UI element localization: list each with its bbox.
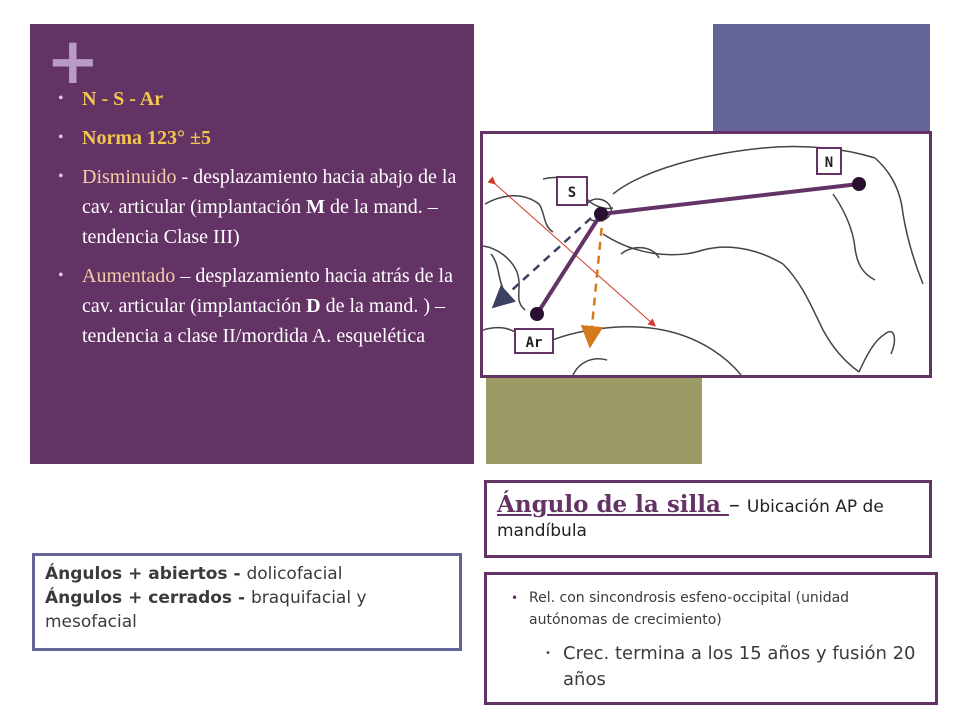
point-ar bbox=[530, 307, 544, 321]
slide-title: Ángulo de la silla bbox=[497, 491, 729, 518]
title-box bbox=[484, 480, 932, 558]
decreased-bold: M bbox=[306, 196, 326, 218]
closed-angles-text: braquifacial y mesofacial bbox=[45, 588, 367, 632]
open-angles-label: Ángulos + abiertos - bbox=[45, 564, 247, 584]
point-n bbox=[852, 177, 866, 191]
slide-subtitle: Ubicación AP de mandíbula bbox=[497, 497, 884, 541]
increased-text-2: de la mand. ) – tendencia a clase II/mordida A. esquelética bbox=[82, 295, 446, 347]
cephalometric-tracing bbox=[483, 134, 929, 375]
increased-label: Aumentado bbox=[82, 265, 176, 287]
decreased-text: - desplazamiento hacia abajo de la cav. articular (implantación bbox=[82, 166, 457, 218]
decreased-label: Disminuido bbox=[82, 166, 177, 188]
cephalometric-diagram bbox=[480, 131, 932, 378]
label-s: S bbox=[567, 185, 577, 201]
nsar-points: N - S - Ar bbox=[82, 88, 164, 110]
closed-angles-label: Ángulos + cerrados - bbox=[45, 588, 251, 608]
decreased-text-2: de la mand. – tendencia Clase III) bbox=[82, 196, 438, 248]
note-subitem: • Crec. termina a los 15 años y fusión 20 años bbox=[487, 641, 927, 693]
decorative-blue-block bbox=[713, 24, 930, 136]
list-item bbox=[30, 123, 460, 153]
increased-bold: D bbox=[306, 295, 321, 317]
title-dash: – bbox=[728, 493, 747, 518]
list-item bbox=[30, 162, 460, 252]
orange-displacement-arrow bbox=[591, 214, 603, 336]
angles-line-closed bbox=[45, 586, 449, 634]
note-item: • Rel. con sincondrosis esfeno-occipital (unidad autónomas de crecimiento) bbox=[487, 587, 927, 631]
increased-text: – desplazamiento hacia atrás de la cav. articular (implantación bbox=[82, 265, 453, 317]
navy-displacement-arrow bbox=[501, 218, 591, 300]
main-bullet-list bbox=[30, 84, 460, 360]
list-item bbox=[30, 84, 460, 114]
notes-box bbox=[484, 572, 938, 705]
angles-line-open bbox=[45, 562, 449, 586]
list-item bbox=[30, 261, 460, 351]
label-ar: Ar bbox=[525, 335, 543, 351]
norm-value: Norma 123° ±5 bbox=[82, 127, 211, 149]
point-s bbox=[594, 207, 608, 221]
angles-box bbox=[32, 553, 462, 651]
plus-icon: + bbox=[46, 25, 100, 99]
decorative-olive-block bbox=[486, 372, 702, 464]
label-n: N bbox=[824, 155, 834, 171]
line-s-n bbox=[601, 184, 859, 214]
open-angles-text: dolicofacial bbox=[246, 564, 343, 584]
